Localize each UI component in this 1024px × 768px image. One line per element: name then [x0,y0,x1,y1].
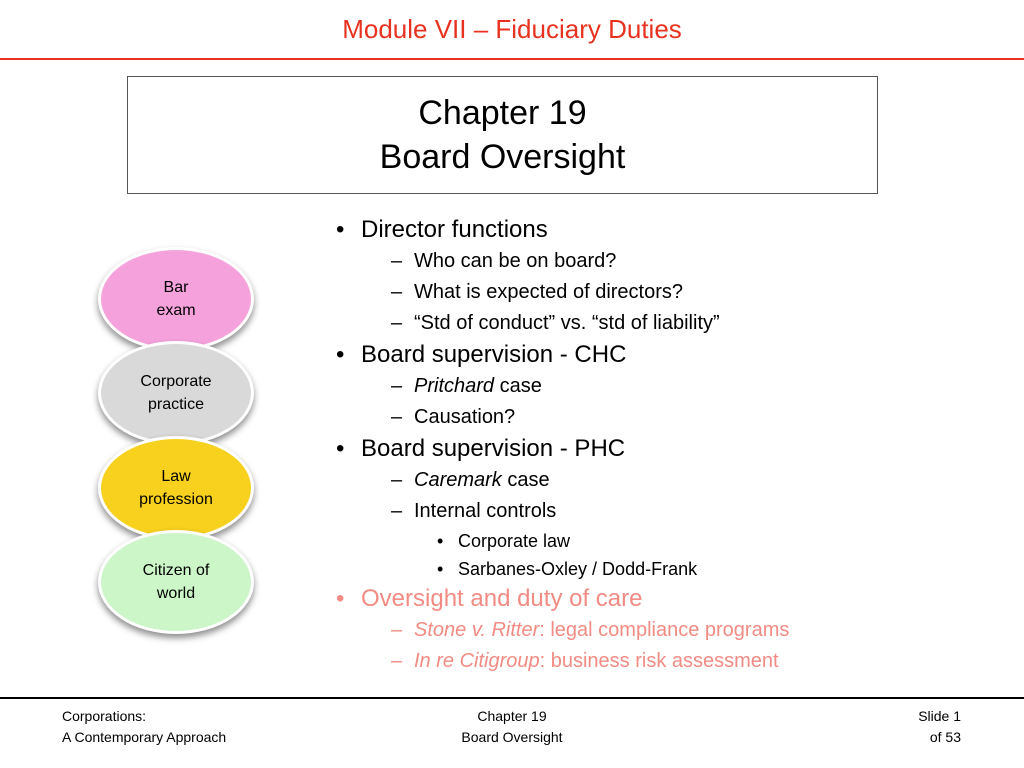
footer-chapter-line1: Chapter 19 [477,708,547,724]
sub-bullet-item [336,371,1016,402]
slide-title-box [127,76,878,194]
dash-marker: – [391,375,403,397]
circle-label-line2: practice [147,396,205,413]
dash-marker: – [391,406,403,428]
dash-marker: – [391,469,403,491]
footer-slide-line1: Slide 1 [918,708,961,724]
bullet-marker: • [437,531,444,551]
circle-label-line2: profession [139,491,213,508]
circle-label-line1: Law [161,468,191,485]
bullet-text: Board supervision - CHC [361,341,627,368]
sub-bullet-text: Causation? [414,406,516,428]
sub-bullet-item [336,246,1016,277]
sub-bullet-item [336,465,1016,496]
footer-slide-line2: of 53 [929,729,961,745]
sub-bullet-text: “Std of conduct” vs. “std of liability” [414,312,720,334]
circle-label-line1: Bar [163,279,189,296]
dash-marker: – [391,312,403,334]
chapter-number: Chapter 19 [418,94,587,132]
bullet-text: Board supervision - PHC [361,435,626,462]
bullet-outline [336,214,1016,677]
footer-book-line1: Corporations: [62,708,147,724]
footer-book-line2: A Contemporary Approach [62,729,227,745]
header-divider [0,58,1024,60]
bullet-marker: • [336,435,345,462]
circle-label-line2: exam [156,302,196,319]
dash-marker: – [391,500,403,522]
sub-sub-bullet-item [336,555,1016,583]
dash-marker: – [391,250,403,272]
footer-divider [0,697,1024,699]
bullet-text: Director functions [361,216,548,243]
case-name: In re Citigroup [414,650,540,672]
bullet-item [336,214,1016,246]
circle-bar-exam [98,247,254,351]
sub-bullet-text: : legal compliance programs [539,619,790,641]
module-title: Module VII – Fiduciary Duties [342,14,682,44]
sub-bullet-item-highlighted [336,615,1016,646]
circle-citizen-of-world [98,530,254,634]
dash-marker: – [391,619,403,641]
sub-bullet-text: Internal controls [414,500,557,522]
sub-bullet-text: What is expected of directors? [414,281,684,303]
bullet-item [336,339,1016,371]
sub-bullet-item-highlighted [336,646,1016,677]
dash-marker: – [391,281,403,303]
sub-sub-bullet-item [336,527,1016,555]
chapter-title: Board Oversight [379,138,626,176]
case-name: Caremark [414,469,502,491]
sub-sub-bullet-text: Corporate law [458,531,571,551]
bullet-marker: • [336,585,345,612]
sub-bullet-text: case [501,469,550,491]
bullet-marker: • [336,341,345,368]
sub-bullet-text: : business risk assessment [539,650,779,672]
bullet-text: Oversight and duty of care [361,585,643,612]
footer-chapter-line2: Board Oversight [461,729,563,745]
circle-label-line1: Citizen of [142,562,210,579]
sub-sub-bullet-text: Sarbanes-Oxley / Dodd-Frank [458,559,698,579]
bullet-item-highlighted [336,583,1016,615]
sub-bullet-item [336,308,1016,339]
sub-bullet-item [336,277,1016,308]
dash-marker: – [391,650,403,672]
footer-slide-number [918,706,961,748]
circle-law-profession [98,436,254,540]
footer-chapter [0,706,1024,748]
sub-bullet-item [336,402,1016,433]
circle-corporate-practice [98,341,254,445]
bullet-marker: • [437,559,444,579]
circle-label-line1: Corporate [140,373,212,390]
sub-bullet-text: Who can be on board? [414,250,617,272]
case-name: Stone v. Ritter [414,619,540,641]
bullet-item [336,433,1016,465]
sub-bullet-item [336,496,1016,527]
bullet-marker: • [336,216,345,243]
case-name: Pritchard [414,375,495,397]
sub-bullet-text: case [494,375,542,397]
circle-label-line2: world [156,585,196,602]
